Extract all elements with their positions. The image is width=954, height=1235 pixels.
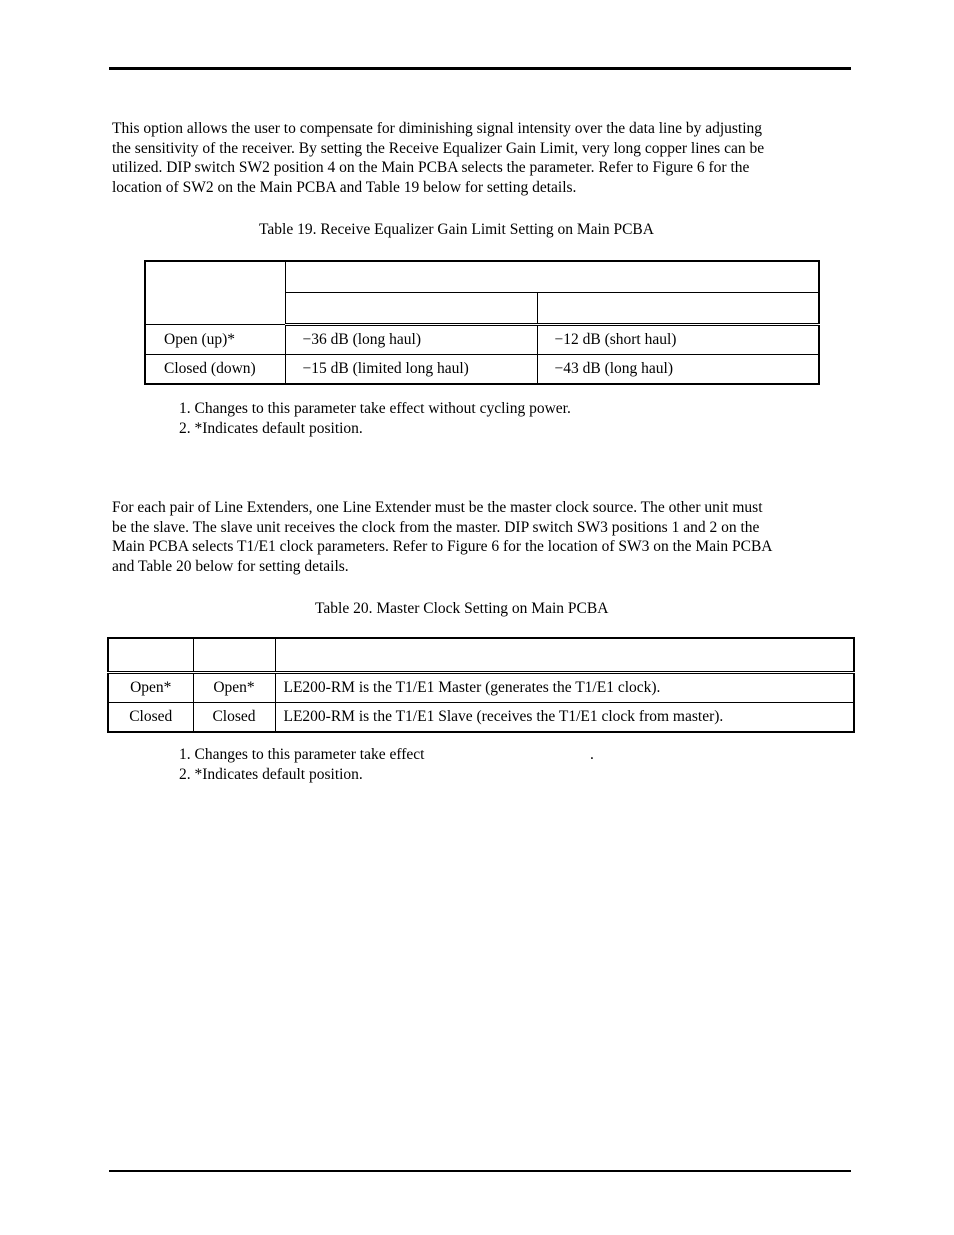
table-19-notes [179, 399, 571, 439]
table-cell: Open* [193, 673, 275, 703]
paragraph-line: and Table 20 below for setting details. [112, 558, 349, 576]
table-header-row [145, 261, 819, 293]
table-row [145, 355, 819, 385]
paragraph-line: utilized. DIP switch SW2 position 4 on the Main PCBA selects the parameter. Refer to Figure 6 for the [112, 159, 750, 177]
table-20-notes [179, 745, 594, 785]
paragraph-line: This option allows the user to compensate for diminishing signal intensity over the data line by adjusting [112, 120, 763, 137]
header-rule [109, 67, 851, 70]
table-header-row [108, 638, 854, 673]
paragraph-line: For each pair of Line Extenders, one Line Extender must be the master clock source. The other unit must [112, 499, 763, 516]
note-item: 2. *Indicates default position. [179, 420, 363, 437]
table-cell: LE200-RM is the T1/E1 Master (generates the T1/E1 clock). [275, 673, 854, 703]
table-cell: −12 dB (short haul) [537, 325, 819, 355]
table-cell: Open (up)* [145, 325, 285, 355]
table-row [108, 673, 854, 703]
table-cell: −43 dB (long haul) [537, 355, 819, 385]
table-header-cell [537, 293, 819, 325]
footer-rule [109, 1170, 851, 1172]
master-clock-table [107, 637, 855, 733]
table-row [108, 703, 854, 733]
paragraph-line: Main PCBA selects T1/E1 clock parameters. Refer to Figure 6 for the location of SW3 on the Main PCBA [112, 538, 773, 556]
table-20-caption: Table 20. Master Clock Setting on Main PCBA [315, 600, 609, 617]
table-cell: LE200-RM is the T1/E1 Slave (receives the T1/E1 clock from master). [275, 703, 854, 733]
note-item: 1. Changes to this parameter take effect without cycling power. [179, 400, 571, 417]
table-row [145, 325, 819, 355]
table-cell: Closed (down) [145, 355, 285, 385]
table-header-cell [145, 261, 285, 325]
paragraph-line: the sensitivity of the receiver. By setting the Receive Equalizer Gain Limit, very long copper lines can be [112, 139, 765, 157]
table-header-cell [285, 293, 537, 325]
paragraph-line: location of SW2 on the Main PCBA and Table 19 below for setting details. [112, 179, 577, 197]
table-cell: Open* [108, 673, 193, 703]
gain-limit-paragraph [112, 119, 852, 198]
table-19-caption: Table 19. Receive Equalizer Gain Limit Setting on Main PCBA [259, 221, 654, 238]
table-cell: Closed [108, 703, 193, 733]
note-text: 1. Changes to this parameter take effect [179, 746, 425, 763]
table-header-cell [108, 638, 193, 673]
table-cell: −15 dB (limited long haul) [285, 355, 537, 385]
gain-limit-table [144, 260, 820, 385]
master-clock-paragraph [112, 498, 852, 577]
table-header-cell [275, 638, 854, 673]
note-item [179, 745, 594, 765]
table-cell: −36 dB (long haul) [285, 325, 537, 355]
table-header-cell [285, 261, 819, 293]
table-header-cell [193, 638, 275, 673]
table-cell: Closed [193, 703, 275, 733]
note-trailing-period: . [590, 746, 594, 763]
paragraph-line: be the slave. The slave unit receives the clock from the master. DIP switch SW3 positions 1 and 2 on the [112, 518, 760, 536]
note-item: 2. *Indicates default position. [179, 766, 363, 783]
